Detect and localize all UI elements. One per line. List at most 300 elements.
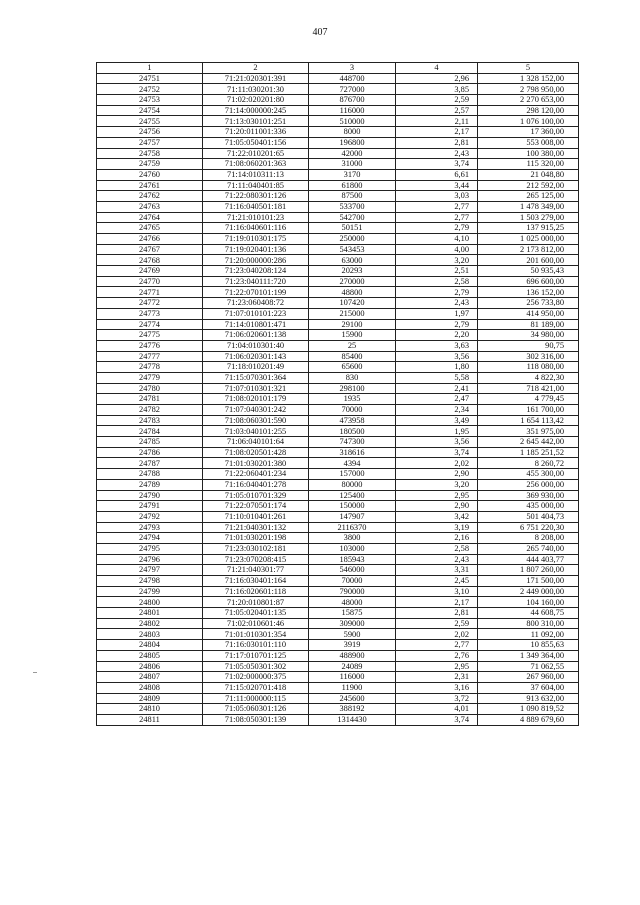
- cell-cadastral-number: 71:03:040101:255: [203, 426, 309, 437]
- cell-value: 444 403,77: [478, 554, 579, 565]
- cell-rate: 2,43: [396, 148, 478, 159]
- cell-number: 24790: [97, 490, 203, 501]
- cell-area: 157000: [309, 469, 396, 480]
- cell-cadastral-number: 71:19:010301:175: [203, 234, 309, 245]
- table-row: [97, 704, 579, 715]
- cell-cadastral-number: 71:08:060301:590: [203, 415, 309, 426]
- cell-area: 270000: [309, 276, 396, 287]
- cell-rate: 2,31: [396, 672, 478, 683]
- cell-rate: 3,63: [396, 340, 478, 351]
- cell-value: 21 048,80: [478, 169, 579, 180]
- cell-value: 44 608,75: [478, 608, 579, 619]
- cell-area: 8000: [309, 127, 396, 138]
- cell-number: 24777: [97, 351, 203, 362]
- table-row: [97, 672, 579, 683]
- cell-rate: 2,96: [396, 73, 478, 84]
- cell-number: 24769: [97, 266, 203, 277]
- cell-cadastral-number: 71:02:000000:375: [203, 672, 309, 683]
- cell-area: 50151: [309, 223, 396, 234]
- table-row: [97, 543, 579, 554]
- cell-cadastral-number: 71:22:060401:234: [203, 469, 309, 480]
- cell-rate: 3,85: [396, 84, 478, 95]
- table-row: [97, 437, 579, 448]
- cell-rate: 3,72: [396, 693, 478, 704]
- cell-value: 34 980,00: [478, 330, 579, 341]
- cell-value: 10 855,63: [478, 640, 579, 651]
- cell-rate: 1,80: [396, 362, 478, 373]
- cell-cadastral-number: 71:13:030101:251: [203, 116, 309, 127]
- cell-cadastral-number: 71:06:020601:138: [203, 330, 309, 341]
- cell-cadastral-number: 71:05:050401:156: [203, 137, 309, 148]
- cell-area: 215000: [309, 308, 396, 319]
- cell-cadastral-number: 71:14:010311:13: [203, 169, 309, 180]
- cell-rate: 2,90: [396, 469, 478, 480]
- margin-mark: [33, 672, 37, 673]
- cell-value: 351 975,00: [478, 426, 579, 437]
- cell-number: 24755: [97, 116, 203, 127]
- cell-area: 510000: [309, 116, 396, 127]
- cell-cadastral-number: 71:20:010801:87: [203, 597, 309, 608]
- cell-value: 302 316,00: [478, 351, 579, 362]
- cell-cadastral-number: 71:22:070501:174: [203, 501, 309, 512]
- cell-cadastral-number: 71:21:040301:77: [203, 565, 309, 576]
- cell-number: 24789: [97, 479, 203, 490]
- table-row: [97, 511, 579, 522]
- cell-cadastral-number: 71:07:010301:321: [203, 383, 309, 394]
- cell-number: 24791: [97, 501, 203, 512]
- cell-rate: 6,61: [396, 169, 478, 180]
- cell-value: 414 950,00: [478, 308, 579, 319]
- table-row: [97, 201, 579, 212]
- cell-area: 80000: [309, 479, 396, 490]
- cell-area: 15875: [309, 608, 396, 619]
- cell-number: 24763: [97, 201, 203, 212]
- cell-value: 1 025 000,00: [478, 234, 579, 245]
- table-row: [97, 554, 579, 565]
- table-row: [97, 405, 579, 416]
- cell-value: 2 270 653,00: [478, 95, 579, 106]
- table-row: [97, 394, 579, 405]
- cell-number: 24783: [97, 415, 203, 426]
- cell-value: 81 189,00: [478, 319, 579, 330]
- cell-area: 11900: [309, 682, 396, 693]
- cell-number: 24753: [97, 95, 203, 106]
- cell-value: 115 320,00: [478, 159, 579, 170]
- table-row: [97, 415, 579, 426]
- cell-area: 727000: [309, 84, 396, 95]
- cell-cadastral-number: 71:10:010401:261: [203, 511, 309, 522]
- cell-rate: 2,81: [396, 608, 478, 619]
- cell-area: 790000: [309, 586, 396, 597]
- cell-rate: 4,01: [396, 704, 478, 715]
- cell-area: 3800: [309, 533, 396, 544]
- cell-value: 4 779,45: [478, 394, 579, 405]
- table-row: [97, 447, 579, 458]
- cell-value: 1 349 364,00: [478, 650, 579, 661]
- cell-cadastral-number: 71:11:040401:85: [203, 180, 309, 191]
- cell-value: 2 173 812,00: [478, 244, 579, 255]
- table-row: [97, 234, 579, 245]
- cell-cadastral-number: 71:22:070101:199: [203, 287, 309, 298]
- cell-rate: 3,19: [396, 522, 478, 533]
- cell-rate: 3,10: [396, 586, 478, 597]
- cell-value: 913 632,00: [478, 693, 579, 704]
- cell-value: 4 889 679,60: [478, 714, 579, 725]
- cell-cadastral-number: 71:04:010301:40: [203, 340, 309, 351]
- table-row: [97, 618, 579, 629]
- cell-rate: 2,17: [396, 127, 478, 138]
- cell-cadastral-number: 71:22:080301:126: [203, 191, 309, 202]
- cell-value: 369 930,00: [478, 490, 579, 501]
- cell-rate: 2,43: [396, 554, 478, 565]
- cell-number: 24771: [97, 287, 203, 298]
- cell-area: 150000: [309, 501, 396, 512]
- cell-cadastral-number: 71:16:030101:110: [203, 640, 309, 651]
- cell-cadastral-number: 71:21:020301:391: [203, 73, 309, 84]
- cell-rate: 2,77: [396, 201, 478, 212]
- cell-value: 171 500,00: [478, 576, 579, 587]
- table-row: [97, 426, 579, 437]
- cell-value: 136 152,00: [478, 287, 579, 298]
- table-row: [97, 298, 579, 309]
- cell-value: 2 449 000,00: [478, 586, 579, 597]
- cell-value: 265 740,00: [478, 543, 579, 554]
- cell-number: 24810: [97, 704, 203, 715]
- cell-number: 24803: [97, 629, 203, 640]
- cell-area: 29100: [309, 319, 396, 330]
- table-row: [97, 287, 579, 298]
- cell-rate: 2,43: [396, 298, 478, 309]
- table-row: [97, 330, 579, 341]
- cell-number: 24804: [97, 640, 203, 651]
- cell-rate: 3,74: [396, 714, 478, 725]
- cell-value: 1 076 100,00: [478, 116, 579, 127]
- cell-area: 24089: [309, 661, 396, 672]
- table-row: [97, 169, 579, 180]
- cell-area: 61800: [309, 180, 396, 191]
- cell-area: 48800: [309, 287, 396, 298]
- cell-rate: 2,81: [396, 137, 478, 148]
- table-row: [97, 469, 579, 480]
- cell-rate: 2,16: [396, 533, 478, 544]
- cell-rate: 2,95: [396, 490, 478, 501]
- cell-number: 24774: [97, 319, 203, 330]
- cell-area: 3919: [309, 640, 396, 651]
- cell-value: 1 478 349,00: [478, 201, 579, 212]
- page-number: 407: [312, 27, 328, 38]
- cell-rate: 2,77: [396, 212, 478, 223]
- table-row: [97, 255, 579, 266]
- header-row: [97, 63, 579, 74]
- cell-number: 24795: [97, 543, 203, 554]
- cell-value: 11 092,00: [478, 629, 579, 640]
- table-row: [97, 95, 579, 106]
- cell-cadastral-number: 71:01:030201:380: [203, 458, 309, 469]
- cell-area: 5900: [309, 629, 396, 640]
- cell-number: 24752: [97, 84, 203, 95]
- cell-value: 1 503 279,00: [478, 212, 579, 223]
- cell-number: 24776: [97, 340, 203, 351]
- cell-rate: 1,95: [396, 426, 478, 437]
- cell-value: 161 700,00: [478, 405, 579, 416]
- table-row: [97, 714, 579, 725]
- cell-value: 1 807 260,00: [478, 565, 579, 576]
- cell-number: 24799: [97, 586, 203, 597]
- table-row: [97, 308, 579, 319]
- table-row: [97, 629, 579, 640]
- cell-value: 2 798 950,00: [478, 84, 579, 95]
- cell-area: 85400: [309, 351, 396, 362]
- cell-value: 265 125,00: [478, 191, 579, 202]
- cell-cadastral-number: 71:08:050301:139: [203, 714, 309, 725]
- cell-cadastral-number: 71:16:040501:181: [203, 201, 309, 212]
- table-row: [97, 127, 579, 138]
- cell-cadastral-number: 71:07:010101:223: [203, 308, 309, 319]
- cell-cadastral-number: 71:18:010201:49: [203, 362, 309, 373]
- cell-number: 24778: [97, 362, 203, 373]
- table-row: [97, 212, 579, 223]
- cell-area: 48000: [309, 597, 396, 608]
- table-row: [97, 693, 579, 704]
- cell-area: 15900: [309, 330, 396, 341]
- cell-value: 100 380,00: [478, 148, 579, 159]
- table-row: [97, 608, 579, 619]
- cell-number: 24758: [97, 148, 203, 159]
- cell-area: 65600: [309, 362, 396, 373]
- cell-area: 546000: [309, 565, 396, 576]
- cell-rate: 2,17: [396, 597, 478, 608]
- cell-number: 24768: [97, 255, 203, 266]
- cell-area: 107420: [309, 298, 396, 309]
- data-table: [96, 62, 579, 726]
- cell-rate: 2,59: [396, 618, 478, 629]
- cell-value: 256 000,00: [478, 479, 579, 490]
- table-row: [97, 362, 579, 373]
- cell-cadastral-number: 71:05:020401:135: [203, 608, 309, 619]
- cell-area: 876700: [309, 95, 396, 106]
- cell-area: 830: [309, 372, 396, 383]
- cell-rate: 5,58: [396, 372, 478, 383]
- cell-area: 298100: [309, 383, 396, 394]
- cell-rate: 2,45: [396, 576, 478, 587]
- cell-rate: 2,41: [396, 383, 478, 394]
- cell-area: 25: [309, 340, 396, 351]
- cell-rate: 3,74: [396, 159, 478, 170]
- cell-cadastral-number: 71:16:040401:278: [203, 479, 309, 490]
- cell-number: 24764: [97, 212, 203, 223]
- cell-number: 24811: [97, 714, 203, 725]
- cell-area: 87500: [309, 191, 396, 202]
- table-row: [97, 340, 579, 351]
- cell-number: 24801: [97, 608, 203, 619]
- cell-area: 42000: [309, 148, 396, 159]
- cell-rate: 2,47: [396, 394, 478, 405]
- cell-rate: 3,42: [396, 511, 478, 522]
- table-row: [97, 533, 579, 544]
- cell-rate: 3,31: [396, 565, 478, 576]
- cell-number: 24785: [97, 437, 203, 448]
- cell-rate: 4,10: [396, 234, 478, 245]
- cell-cadastral-number: 71:11:030201:30: [203, 84, 309, 95]
- cell-area: 180500: [309, 426, 396, 437]
- cell-rate: 3,16: [396, 682, 478, 693]
- table-row: [97, 84, 579, 95]
- cell-cadastral-number: 71:22:010201:65: [203, 148, 309, 159]
- cell-value: 435 000,00: [478, 501, 579, 512]
- cell-cadastral-number: 71:11:000000:115: [203, 693, 309, 704]
- cell-area: 70000: [309, 405, 396, 416]
- column-header-1: 1: [97, 63, 203, 74]
- cell-area: 747300: [309, 437, 396, 448]
- cell-number: 24773: [97, 308, 203, 319]
- cell-rate: 2,76: [396, 650, 478, 661]
- cell-value: 6 751 220,30: [478, 522, 579, 533]
- cell-area: 309000: [309, 618, 396, 629]
- cell-rate: 2,02: [396, 458, 478, 469]
- cell-area: 318616: [309, 447, 396, 458]
- table-row: [97, 640, 579, 651]
- cell-number: 24786: [97, 447, 203, 458]
- cell-cadastral-number: 71:15:020701:418: [203, 682, 309, 693]
- cell-cadastral-number: 71:21:040301:132: [203, 522, 309, 533]
- cell-rate: 2,20: [396, 330, 478, 341]
- cell-rate: 3,74: [396, 447, 478, 458]
- cell-rate: 3,56: [396, 351, 478, 362]
- cell-number: 24806: [97, 661, 203, 672]
- cell-number: 24762: [97, 191, 203, 202]
- cell-number: 24767: [97, 244, 203, 255]
- cell-number: 24766: [97, 234, 203, 245]
- cell-value: 1 185 251,52: [478, 447, 579, 458]
- cell-cadastral-number: 71:05:010701:329: [203, 490, 309, 501]
- table-row: [97, 351, 579, 362]
- cell-area: 147907: [309, 511, 396, 522]
- cell-cadastral-number: 71:02:020201:80: [203, 95, 309, 106]
- cell-rate: 1,97: [396, 308, 478, 319]
- cell-number: 24760: [97, 169, 203, 180]
- column-header-3: 3: [309, 63, 396, 74]
- column-header-5: 5: [478, 63, 579, 74]
- cell-cadastral-number: 71:08:020101:179: [203, 394, 309, 405]
- cell-number: 24779: [97, 372, 203, 383]
- table-row: [97, 501, 579, 512]
- cell-area: 63000: [309, 255, 396, 266]
- table-row: [97, 597, 579, 608]
- cell-cadastral-number: 71:02:010601:46: [203, 618, 309, 629]
- cell-number: 24781: [97, 394, 203, 405]
- cell-number: 24770: [97, 276, 203, 287]
- table-row: [97, 522, 579, 533]
- table-row: [97, 191, 579, 202]
- cell-area: 448700: [309, 73, 396, 84]
- cell-area: 70000: [309, 576, 396, 587]
- cell-cadastral-number: 71:08:020501:428: [203, 447, 309, 458]
- cell-cadastral-number: 71:01:030201:198: [203, 533, 309, 544]
- cell-number: 24793: [97, 522, 203, 533]
- cell-cadastral-number: 71:05:050301:302: [203, 661, 309, 672]
- cell-rate: 2,59: [396, 95, 478, 106]
- cell-cadastral-number: 71:14:000000:245: [203, 105, 309, 116]
- cell-cadastral-number: 71:08:060201:363: [203, 159, 309, 170]
- cell-cadastral-number: 71:23:060408:72: [203, 298, 309, 309]
- table-row: [97, 586, 579, 597]
- cell-rate: 2,57: [396, 105, 478, 116]
- table-row: [97, 576, 579, 587]
- cell-area: 533700: [309, 201, 396, 212]
- cell-area: 196800: [309, 137, 396, 148]
- cell-area: 250000: [309, 234, 396, 245]
- table-row: [97, 661, 579, 672]
- cell-number: 24782: [97, 405, 203, 416]
- cell-cadastral-number: 71:15:070301:364: [203, 372, 309, 383]
- cell-number: 24765: [97, 223, 203, 234]
- cell-value: 696 600,00: [478, 276, 579, 287]
- cell-value: 1 328 152,00: [478, 73, 579, 84]
- cell-number: 24809: [97, 693, 203, 704]
- cell-cadastral-number: 71:05:060301:126: [203, 704, 309, 715]
- cell-number: 24751: [97, 73, 203, 84]
- cell-rate: 2,11: [396, 116, 478, 127]
- cell-rate: 2,79: [396, 287, 478, 298]
- table-row: [97, 73, 579, 84]
- cell-value: 455 300,00: [478, 469, 579, 480]
- column-header-2: 2: [203, 63, 309, 74]
- cell-rate: 2,34: [396, 405, 478, 416]
- cell-value: 501 404,73: [478, 511, 579, 522]
- cell-number: 24756: [97, 127, 203, 138]
- cell-area: 116000: [309, 672, 396, 683]
- cell-area: 388192: [309, 704, 396, 715]
- cell-value: 201 600,00: [478, 255, 579, 266]
- cell-cadastral-number: 71:16:040601:116: [203, 223, 309, 234]
- cell-rate: 2,95: [396, 661, 478, 672]
- cell-area: 245600: [309, 693, 396, 704]
- cell-cadastral-number: 71:17:010701:125: [203, 650, 309, 661]
- cell-rate: 2,51: [396, 266, 478, 277]
- cell-cadastral-number: 71:16:030401:164: [203, 576, 309, 587]
- cell-value: 137 915,25: [478, 223, 579, 234]
- cell-value: 1 090 819,52: [478, 704, 579, 715]
- cell-rate: 3,49: [396, 415, 478, 426]
- cell-area: 1935: [309, 394, 396, 405]
- table-row: [97, 490, 579, 501]
- cell-value: 8 260,72: [478, 458, 579, 469]
- cell-cadastral-number: 71:23:030102:181: [203, 543, 309, 554]
- cell-value: 37 604,00: [478, 682, 579, 693]
- cell-cadastral-number: 71:06:020301:143: [203, 351, 309, 362]
- cell-value: 553 008,00: [478, 137, 579, 148]
- cell-cadastral-number: 71:16:020601:118: [203, 586, 309, 597]
- cell-number: 24759: [97, 159, 203, 170]
- cell-rate: 2,79: [396, 223, 478, 234]
- table-row: [97, 244, 579, 255]
- table-row: [97, 479, 579, 490]
- cell-number: 24800: [97, 597, 203, 608]
- cell-cadastral-number: 71:23:040111:720: [203, 276, 309, 287]
- cell-number: 24775: [97, 330, 203, 341]
- cell-value: 267 960,00: [478, 672, 579, 683]
- cell-value: 212 592,00: [478, 180, 579, 191]
- cell-value: 104 160,00: [478, 597, 579, 608]
- table-header: [97, 63, 579, 74]
- cell-number: 24761: [97, 180, 203, 191]
- cell-rate: 2,58: [396, 543, 478, 554]
- cell-number: 24807: [97, 672, 203, 683]
- cell-rate: 2,77: [396, 640, 478, 651]
- table-row: [97, 180, 579, 191]
- table-row: [97, 148, 579, 159]
- cell-number: 24788: [97, 469, 203, 480]
